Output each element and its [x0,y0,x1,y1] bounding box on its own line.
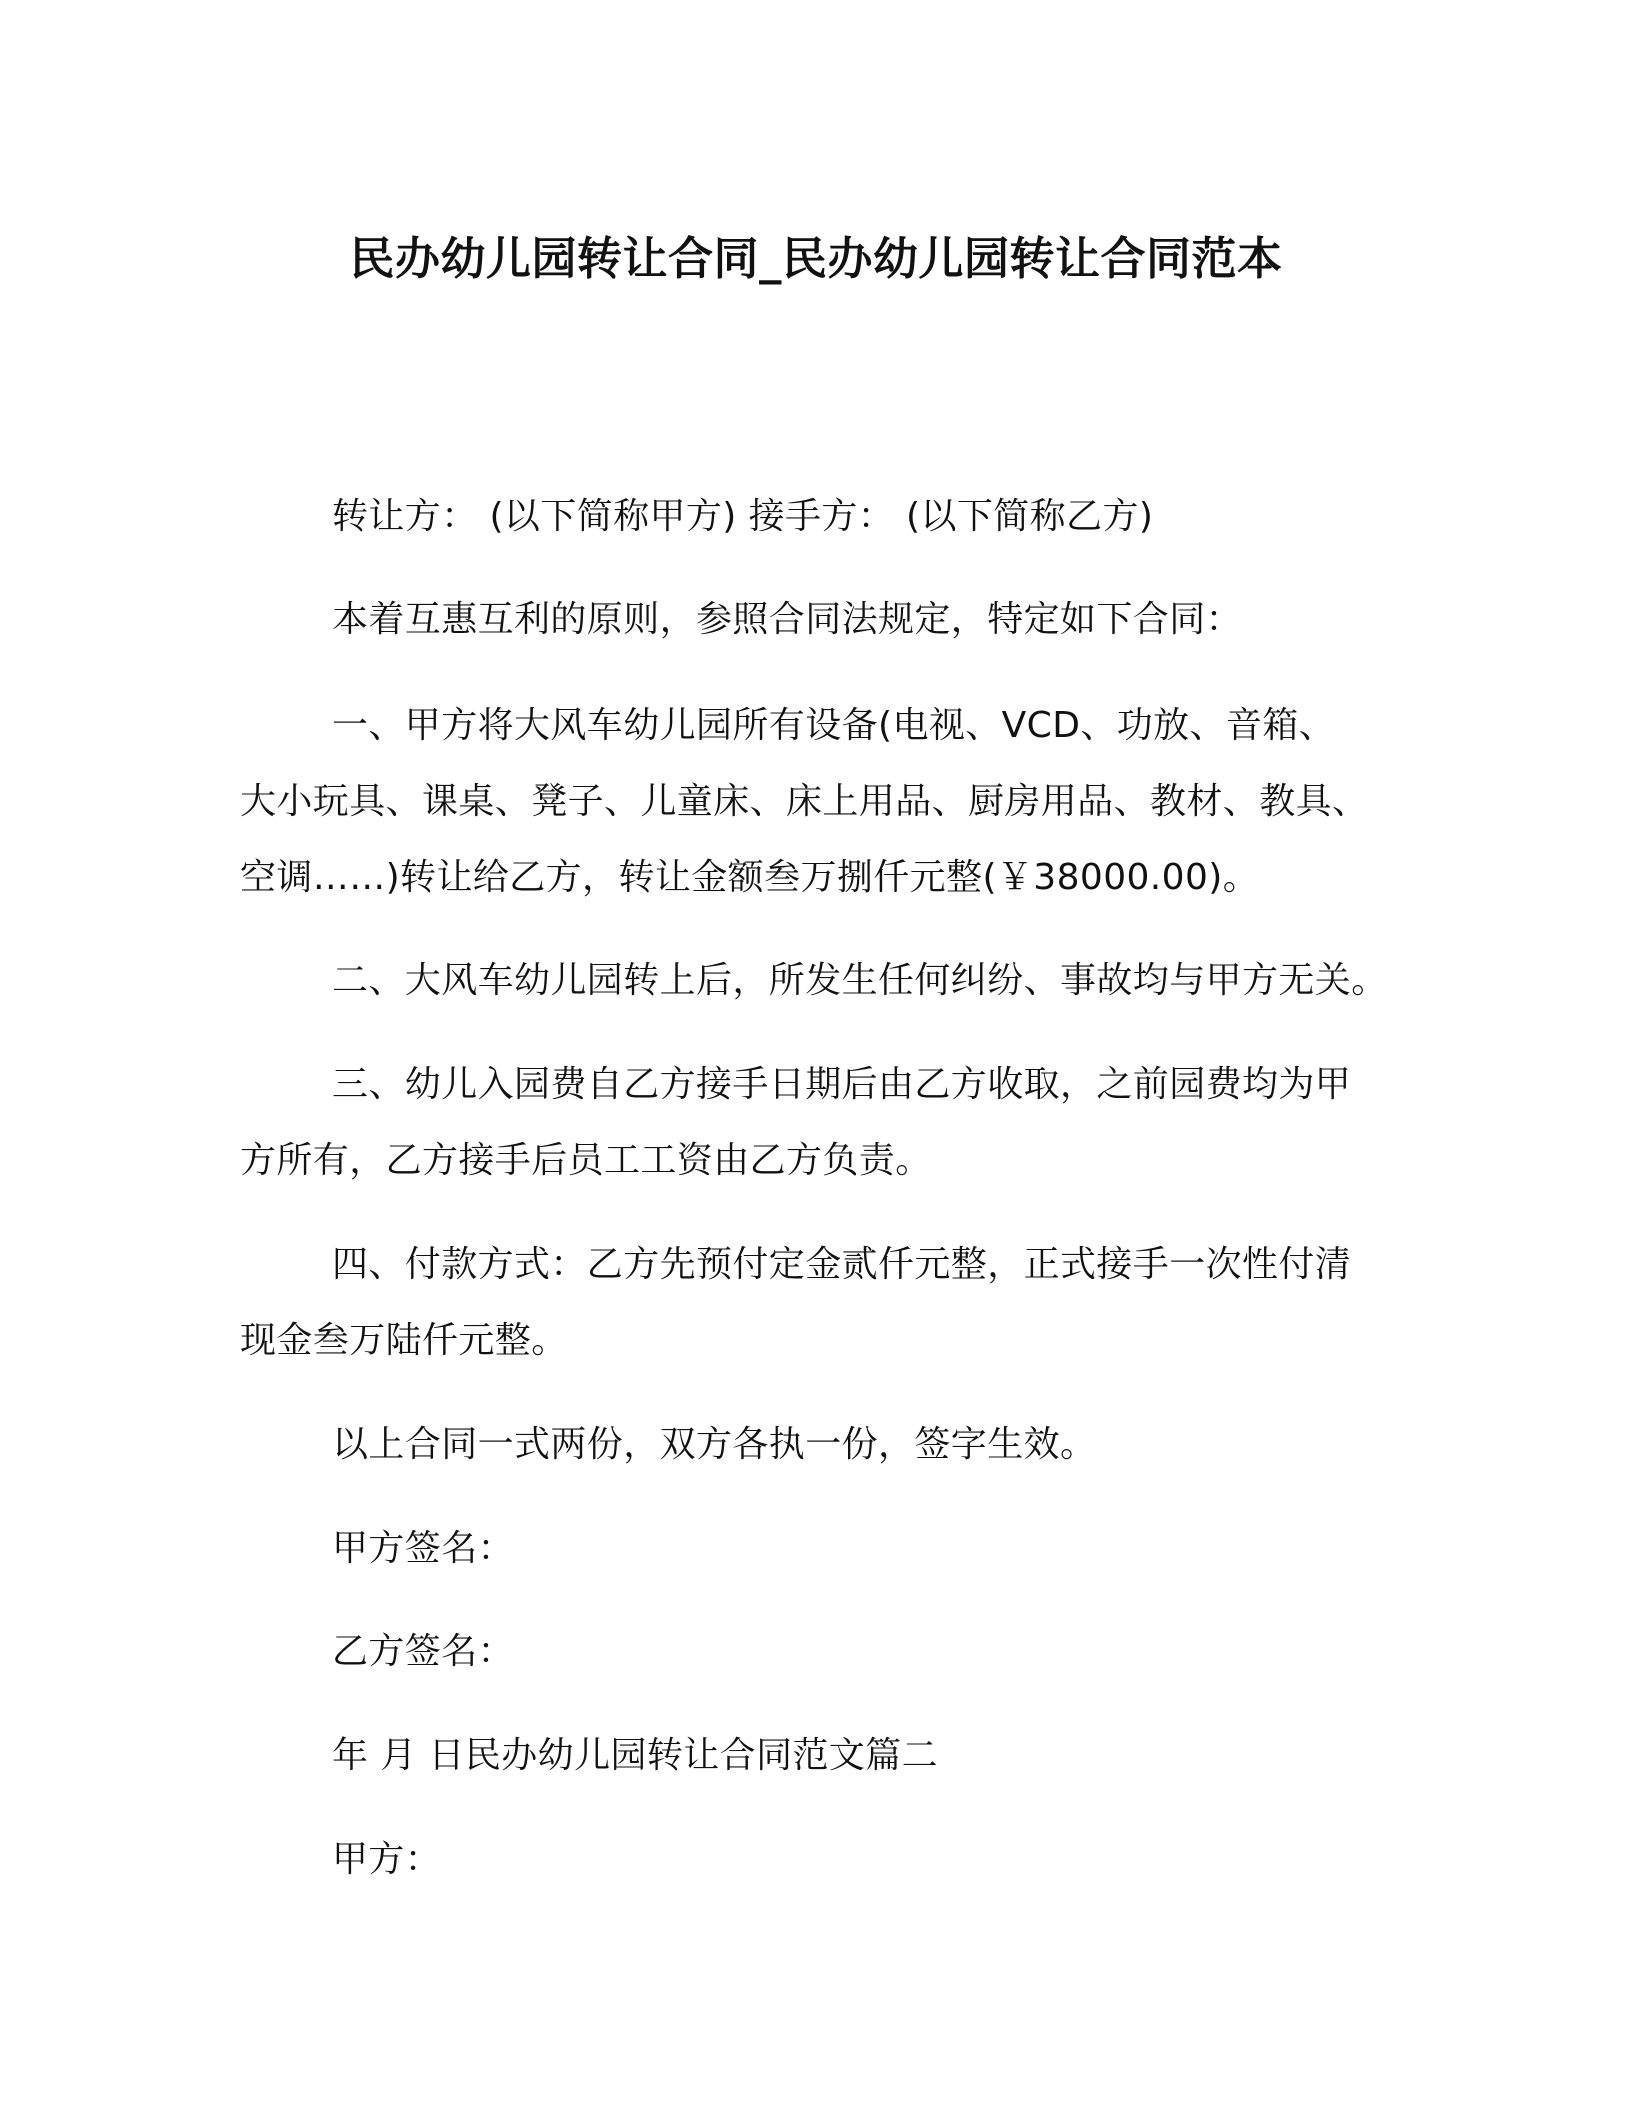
party-a-signature-line: 甲方签名： [332,1528,515,1569]
party-a-line: 甲方： [332,1839,442,1880]
party-b-signature-line: 乙方签名： [332,1631,515,1672]
clause-3-line-1: 三、幼儿入园费自乙方接手日期后由乙方收取，之前园费均为甲 [332,1064,1352,1105]
clause-4-line-2: 现金叁万陆仟元整。 [240,1320,568,1361]
document-title: 民办幼儿园转让合同_民办幼儿园转让合同范本 [349,232,1283,285]
clause-2-line: 二、大风车幼儿园转上后，所发生任何纠纷、事故均与甲方无关。 [332,960,1388,1001]
clause-3-line-2: 方所有，乙方接手后员工工资由乙方负责。 [240,1140,932,1181]
preamble-line: 本着互惠互利的原则，参照合同法规定，特定如下合同： [332,599,1243,640]
clause-1-line-2: 大小玩具、课桌、凳子、儿童床、床上用品、厨房用品、教材、教具、 [240,781,1369,822]
closing-line: 以上合同一式两份，双方各执一份，签字生效。 [332,1424,1097,1465]
parties-line: 转让方： (以下简称甲方) 接手方： (以下简称乙方) [332,496,1154,537]
clause-1-line-3: 空调……)转让给乙方，转让金额叁万捌仟元整(￥38000.00)。 [240,857,1260,898]
date-line: 年 月 日民办幼儿园转让合同范文篇二 [332,1735,939,1776]
clause-4-line-1: 四、付款方式：乙方先预付定金贰仟元整，正式接手一次性付清 [332,1244,1352,1285]
clause-1-line-1: 一、甲方将大风车幼儿园所有设备(电视、VCD、功放、音箱、 [332,705,1336,746]
